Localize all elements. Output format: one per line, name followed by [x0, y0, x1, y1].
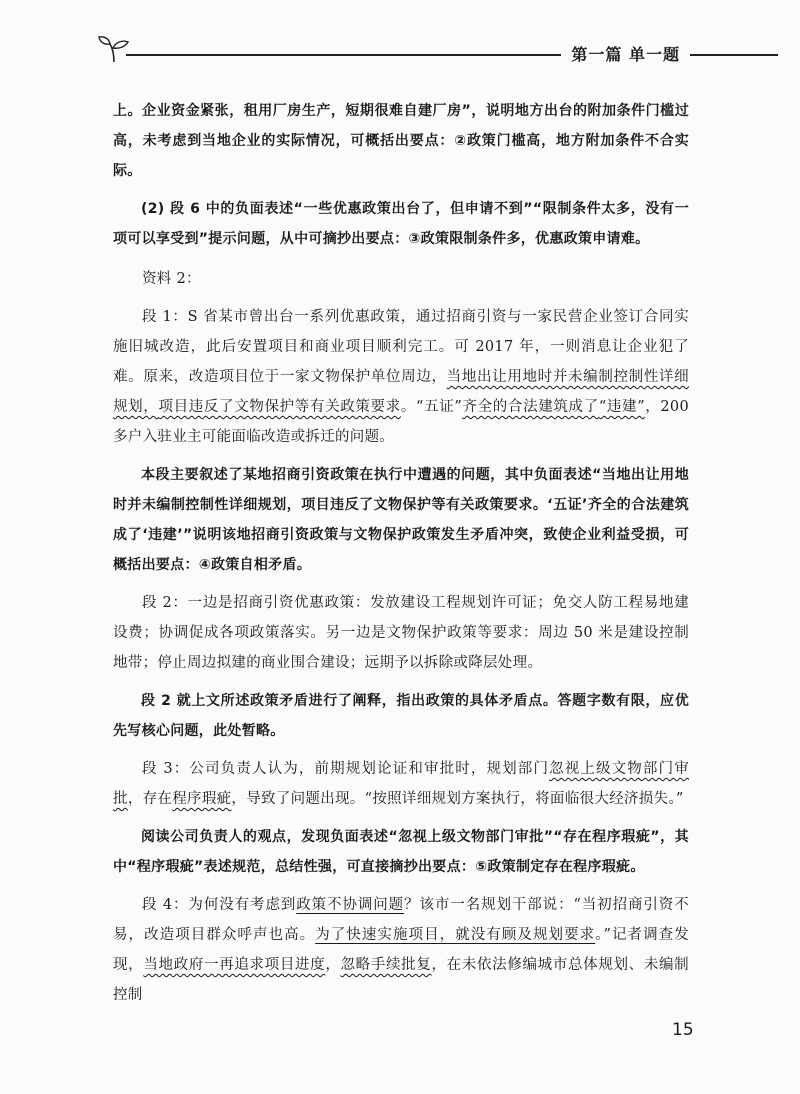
source-paragraph-1: [113, 302, 689, 452]
text-run: ，在未依法修编城市总体规划、未编制控制: [113, 957, 689, 1003]
text-run: ，存在: [127, 791, 173, 807]
text-run: 段 3：公司负责人认为，前期规划论证和审批时，规划部门: [142, 761, 550, 777]
running-header: [98, 34, 778, 74]
page-number: 15: [672, 1020, 694, 1040]
text-run: 段 4：为何没有考虑到: [142, 897, 297, 913]
text-run: ，: [325, 957, 341, 973]
underlined-phrase: “违建”: [598, 399, 645, 415]
underlined-phrase: 忽略手续批复: [340, 957, 432, 973]
underlined-phrase: 政策不协调问题: [296, 897, 405, 913]
text-run: 段 1：S 省某市曾出台一系列优惠政策，通过招商引资与一家民营企业签订合同实施旧城改造，此后安置项目和商业项目顺利完工。可 2017 年，一则消息让企业犯了难。原来，改造项目位于一家文物保护单位周边，: [113, 309, 689, 385]
underlined-phrase: 当地政府一再追求项目进度: [143, 957, 326, 973]
analysis-paragraph: 段 2 就上文所述政策矛盾进行了阐释，指出政策的具体矛盾点。答题字数有限，应优先写核心问题，此处暂略。: [113, 693, 689, 739]
text-run: 。”记者调查发现，: [113, 927, 689, 973]
underlined-phrase: 程序瑕疵: [172, 791, 232, 807]
source-paragraph-2: 段 2：一边是招商引资优惠政策：发放建设工程规划许可证；免交人防工程易地建设费；协调促成各项政策落实。另一边是文物保护政策等要求：周边 50 米是建设控制地带；停止周边拟建的商业围合建设；远期予以拆除或降层处理。: [113, 595, 689, 671]
underlined-phrase: 当地出让用地时并未编制控制性详细规划，: [113, 369, 689, 415]
analysis-paragraph: (2) 段 6 中的负面表述“一些优惠政策出台了，但申请不到”“限制条件太多，没有一项可以享受到”提示问题，从中可摘抄出要点：③政策限制条件多，优惠政策申请难。: [113, 201, 689, 247]
text-run: ？该市一名规划干部说：“当初招商引资不易，改造项目群众呼声也高。: [113, 897, 689, 943]
underlined-phrase: 为了快速实施项目，就没有顾及规划要求: [315, 927, 596, 943]
analysis-paragraph: 上。企业资金紧张，租用厂房生产，短期很难自建厂房”，说明地方出台的附加条件门槛过高，未考虑到当地企业的实际情况，可概括出要点：②政策门槛高，地方附加条件不合实际。: [113, 103, 689, 179]
source-paragraph-4: [113, 890, 689, 1010]
text-run: ，导致了问题出现。“按照详细规划方案执行，将面临很大经济损失。”: [231, 791, 684, 807]
text-run: 。“五证”: [400, 399, 463, 415]
material-label: 资料 2：: [142, 271, 201, 287]
text-run: ，200 多户入驻业主可能面临改造或拆迁的问题。: [113, 399, 689, 445]
underlined-phrase: 齐全的合法建筑成了: [462, 399, 599, 415]
header-title: 第一篇 单一题: [561, 42, 690, 65]
analysis-paragraph: 阅读公司负责人的观点，发现负面表述“忽视上级文物部门审批”“存在程序瑕疵”，其中“程序瑕疵”表述规范，总结性强，可直接摘抄出要点：⑤政策制定存在程序瑕疵。: [113, 829, 689, 875]
source-paragraph-3: [113, 754, 689, 814]
underlined-phrase: 忽视上级文物部门审批: [113, 761, 690, 807]
underlined-phrase: 项目违反了文物保护等有关政策要求: [158, 399, 401, 415]
page-body: [113, 96, 689, 1018]
sprout-icon: [98, 34, 132, 64]
analysis-paragraph: 本段主要叙述了某地招商引资政策在执行中遭遇的问题，其中负面表述“当地出让用地时并未编制控制性详细规划，项目违反了文物保护等有关政策要求。‘五证’齐全的合法建筑成了‘违建’”说明该地招商引资政策与文物保护政策发生矛盾冲突，致使企业利益受损，可概括出要点：④政策自相矛盾。: [113, 467, 689, 573]
